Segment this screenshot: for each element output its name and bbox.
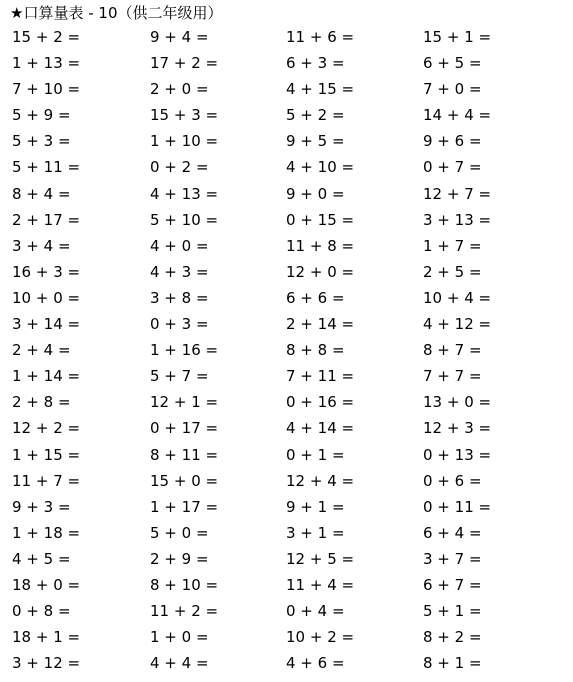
addition-problem: 15 + 0 = <box>150 471 219 490</box>
addition-problem: 2 + 8 = <box>12 393 71 412</box>
addition-problem: 7 + 10 = <box>12 80 81 99</box>
addition-problem: 6 + 7 = <box>423 575 482 594</box>
addition-problem: 4 + 0 = <box>150 236 209 255</box>
addition-problem: 7 + 0 = <box>423 80 482 99</box>
addition-problem: 15 + 1 = <box>423 28 492 46</box>
addition-problem: 18 + 1 = <box>12 628 81 647</box>
problem-row <box>0 363 573 389</box>
addition-problem: 5 + 1 = <box>423 602 482 621</box>
addition-problem: 2 + 17 = <box>12 210 81 229</box>
addition-problem: 8 + 4 = <box>12 184 71 203</box>
addition-problem: 5 + 11 = <box>12 158 81 177</box>
addition-problem: 2 + 9 = <box>150 549 209 568</box>
addition-problem: 6 + 6 = <box>286 288 345 307</box>
addition-problem: 4 + 5 = <box>12 549 71 568</box>
problem-row <box>0 207 573 233</box>
addition-problem: 9 + 6 = <box>423 132 482 151</box>
addition-problem: 0 + 8 = <box>12 602 71 621</box>
addition-problem: 12 + 2 = <box>12 419 81 438</box>
problem-row <box>0 337 573 363</box>
addition-problem: 6 + 3 = <box>286 54 345 73</box>
problem-row <box>0 520 573 546</box>
addition-problem: 10 + 2 = <box>286 628 355 647</box>
addition-problem: 5 + 3 = <box>12 132 71 151</box>
problem-row <box>0 76 573 102</box>
addition-problem: 4 + 6 = <box>286 654 345 673</box>
problem-row <box>0 24 573 50</box>
addition-problem: 0 + 6 = <box>423 471 482 490</box>
addition-problem: 4 + 13 = <box>150 184 219 203</box>
problem-row <box>0 468 573 494</box>
addition-problem: 8 + 10 = <box>150 575 219 594</box>
addition-problem: 7 + 11 = <box>286 367 355 386</box>
addition-problem: 7 + 7 = <box>423 367 482 386</box>
addition-problem: 11 + 2 = <box>150 602 219 621</box>
addition-problem: 0 + 1 = <box>286 445 345 464</box>
addition-problem: 9 + 3 = <box>12 497 71 516</box>
addition-problem: 4 + 14 = <box>286 419 355 438</box>
addition-problem: 12 + 0 = <box>286 262 355 281</box>
addition-problem: 3 + 14 = <box>12 315 81 334</box>
addition-problem: 4 + 15 = <box>286 80 355 99</box>
problem-row <box>0 50 573 76</box>
addition-problem: 12 + 4 = <box>286 471 355 490</box>
problem-row <box>0 442 573 468</box>
addition-problem: 2 + 0 = <box>150 80 209 99</box>
addition-problem: 6 + 5 = <box>423 54 482 73</box>
addition-problem: 15 + 3 = <box>150 106 219 125</box>
addition-problem: 2 + 5 = <box>423 262 482 281</box>
addition-problem: 1 + 16 = <box>150 341 219 360</box>
addition-problem: 3 + 13 = <box>423 210 492 229</box>
problem-row <box>0 546 573 572</box>
problem-row <box>0 285 573 311</box>
addition-problem: 8 + 8 = <box>286 341 345 360</box>
problem-row <box>0 181 573 207</box>
problem-row <box>0 102 573 128</box>
addition-problem: 14 + 4 = <box>423 106 492 125</box>
addition-problem: 0 + 17 = <box>150 419 219 438</box>
addition-problem: 1 + 14 = <box>12 367 81 386</box>
addition-problem: 9 + 5 = <box>286 132 345 151</box>
addition-problem: 4 + 4 = <box>150 654 209 673</box>
addition-problem: 1 + 17 = <box>150 497 219 516</box>
addition-problem: 3 + 7 = <box>423 549 482 568</box>
addition-problem: 9 + 4 = <box>150 28 209 46</box>
addition-problem: 8 + 11 = <box>150 445 219 464</box>
addition-problem: 18 + 0 = <box>12 575 81 594</box>
addition-problem: 9 + 0 = <box>286 184 345 203</box>
addition-problem: 6 + 4 = <box>423 523 482 542</box>
problem-row <box>0 650 573 676</box>
addition-problem: 0 + 16 = <box>286 393 355 412</box>
addition-problem: 1 + 10 = <box>150 132 219 151</box>
addition-problem: 12 + 7 = <box>423 184 492 203</box>
addition-problem: 1 + 0 = <box>150 628 209 647</box>
addition-problem: 4 + 10 = <box>286 158 355 177</box>
addition-problem: 12 + 5 = <box>286 549 355 568</box>
addition-problem: 0 + 7 = <box>423 158 482 177</box>
addition-problem: 3 + 8 = <box>150 288 209 307</box>
problem-row <box>0 259 573 285</box>
addition-problem: 0 + 2 = <box>150 158 209 177</box>
addition-problem: 0 + 11 = <box>423 497 492 516</box>
addition-problem: 8 + 2 = <box>423 628 482 647</box>
addition-problem: 16 + 3 = <box>12 262 81 281</box>
addition-problem: 15 + 2 = <box>12 28 81 46</box>
problem-row <box>0 128 573 154</box>
addition-problem: 10 + 0 = <box>12 288 81 307</box>
worksheet-title: ★口算量表 - 10（供二年级用） <box>10 4 223 22</box>
addition-problem: 11 + 7 = <box>12 471 81 490</box>
problem-row <box>0 598 573 624</box>
addition-problem: 2 + 4 = <box>12 341 71 360</box>
problem-row <box>0 624 573 650</box>
problem-row <box>0 415 573 441</box>
addition-problem: 10 + 4 = <box>423 288 492 307</box>
addition-problem: 1 + 15 = <box>12 445 81 464</box>
addition-problem: 5 + 0 = <box>150 523 209 542</box>
addition-problem: 4 + 12 = <box>423 315 492 334</box>
addition-problem: 1 + 18 = <box>12 523 81 542</box>
addition-problem: 8 + 7 = <box>423 341 482 360</box>
addition-problem: 11 + 6 = <box>286 28 355 46</box>
addition-problem: 3 + 12 = <box>12 654 81 673</box>
problem-row <box>0 311 573 337</box>
addition-problem: 1 + 13 = <box>12 54 81 73</box>
addition-problem: 0 + 3 = <box>150 315 209 334</box>
addition-problem: 9 + 1 = <box>286 497 345 516</box>
problem-row <box>0 389 573 415</box>
addition-problem: 12 + 1 = <box>150 393 219 412</box>
addition-problem: 1 + 7 = <box>423 236 482 255</box>
addition-problem: 11 + 4 = <box>286 575 355 594</box>
addition-problem: 5 + 10 = <box>150 210 219 229</box>
addition-problem: 4 + 3 = <box>150 262 209 281</box>
addition-problem: 12 + 3 = <box>423 419 492 438</box>
addition-problem: 0 + 4 = <box>286 602 345 621</box>
problem-row <box>0 233 573 259</box>
addition-problem: 17 + 2 = <box>150 54 219 73</box>
addition-problem: 3 + 4 = <box>12 236 71 255</box>
addition-problem: 5 + 9 = <box>12 106 71 125</box>
addition-problem: 2 + 14 = <box>286 315 355 334</box>
addition-problem: 0 + 13 = <box>423 445 492 464</box>
arithmetic-problem-grid <box>0 24 573 676</box>
problem-row <box>0 154 573 180</box>
addition-problem: 11 + 8 = <box>286 236 355 255</box>
addition-problem: 0 + 15 = <box>286 210 355 229</box>
addition-problem: 5 + 2 = <box>286 106 345 125</box>
addition-problem: 13 + 0 = <box>423 393 492 412</box>
addition-problem: 3 + 1 = <box>286 523 345 542</box>
addition-problem: 5 + 7 = <box>150 367 209 386</box>
problem-row <box>0 494 573 520</box>
addition-problem: 8 + 1 = <box>423 654 482 673</box>
problem-row <box>0 572 573 598</box>
